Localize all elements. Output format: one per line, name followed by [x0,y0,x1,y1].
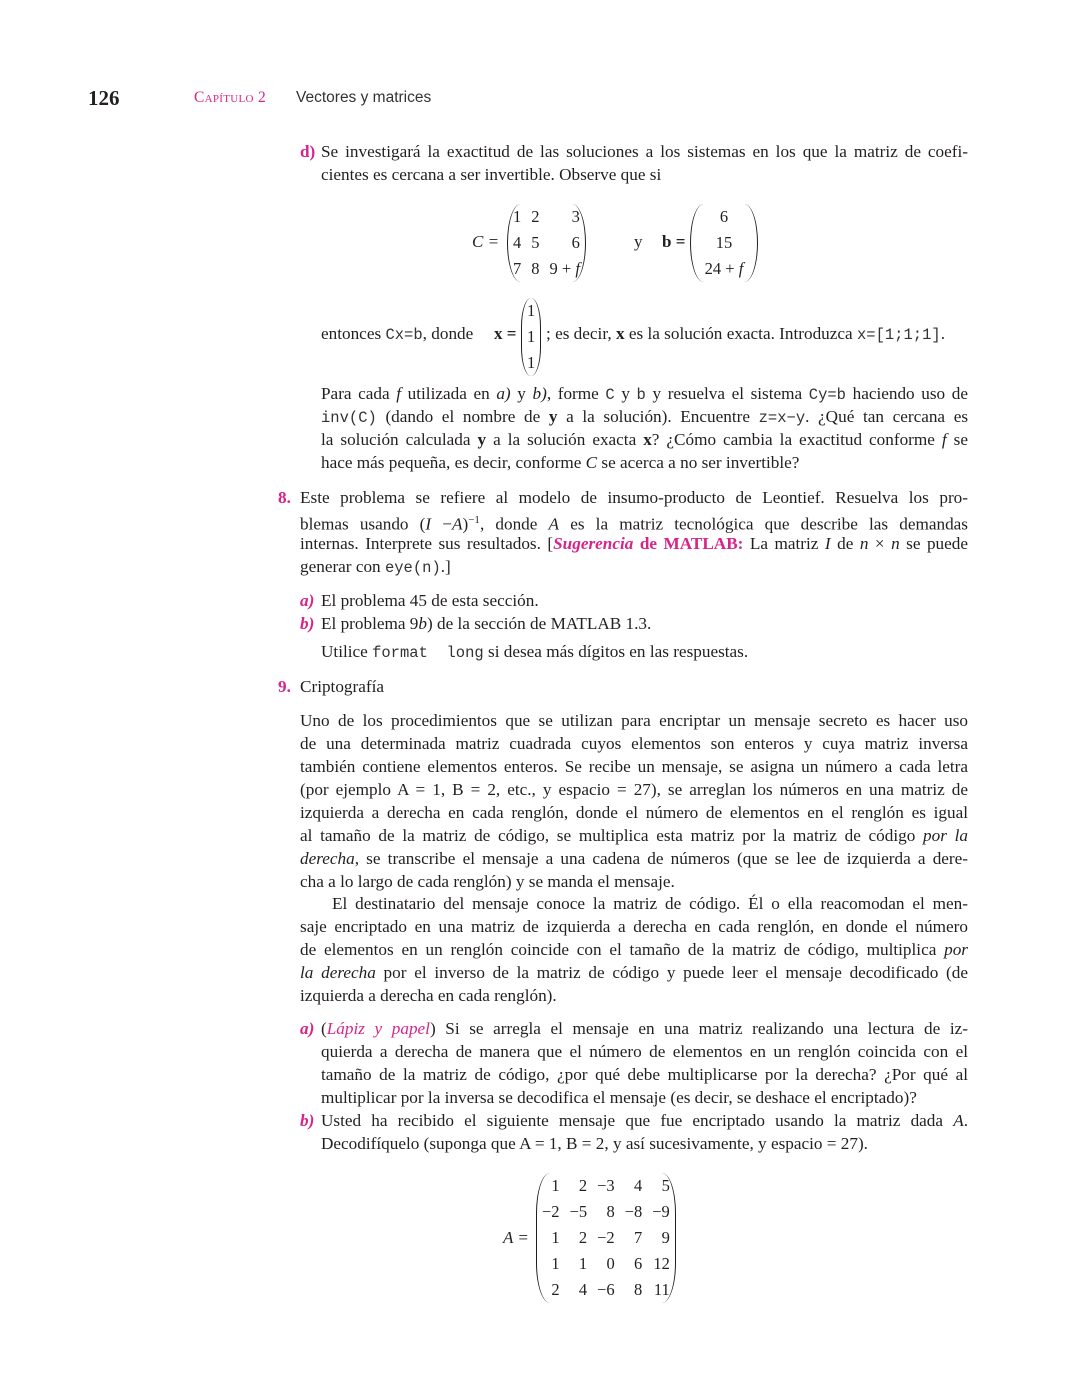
text-segment: . [963,1111,968,1130]
vector-x [521,298,541,376]
text-line [321,1132,968,1155]
text-segment: A [548,514,560,534]
text-line [300,938,968,961]
text-segment: (por ejemplo A = 1, B = 2, etc., y espacio = 27), se arreglan los números en una matriz de [300,780,968,799]
text-segment: por el inverso de la matriz de código y puede leer el mensaje decodificado (de [375,963,969,982]
text-line [321,640,748,663]
text-segment: I [425,514,432,534]
item-label-9a: a) [300,1019,315,1038]
matrix-cell: −9 [652,1202,670,1221]
text-segment: f [396,384,402,403]
text-segment: al tamaño de la matriz de código, se multiplica esta matriz por la matriz de código [300,826,924,845]
problem-9-title: Criptografía [300,677,384,696]
item-label-8a: a) [300,591,315,610]
text-line [300,915,968,938]
text-segment: se acerca a no ser invertible? [597,453,800,472]
matrix-cell: −6 [597,1280,615,1299]
matrix-cell: 5 [531,233,540,252]
matrix-cell: 8 [606,1202,615,1221]
text-segment: de [830,534,860,553]
text-segment: Lápiz y papel [326,1019,430,1038]
matrix-cell: −2 [597,1228,615,1247]
vector-x-label: x = [494,324,517,343]
matrix-row [691,204,757,230]
chapter-label [194,89,266,107]
text-segment: generar con [300,557,385,576]
text-line [300,961,968,984]
text-segment: eye(n) [384,559,441,577]
matrix-row [522,298,540,324]
matrix-row [508,256,585,282]
matrix-cell: 15 [715,233,733,252]
text-segment: saje encriptado en una matriz de izquierda a derecha en cada renglón, en donde el número [300,917,968,936]
text-segment: cha a lo largo de cada renglón) y se manda el mensaje. [300,872,675,891]
problem-8a-text [321,589,539,612]
text-segment: y [477,430,487,449]
text-line [321,451,968,474]
matrix-row [537,1251,675,1277]
problem-number-8: 8. [278,488,291,507]
text-segment: es la matriz tecnológica que describe las demandas [559,514,968,534]
chapter-label-text: Capítulo 2 [194,89,267,106]
chapter-title: Vectores y matrices [296,89,432,106]
text-segment: C [605,386,615,404]
text-segment: f [941,430,947,449]
item-label-d: d) [300,142,316,161]
text-segment: La matriz [743,534,825,553]
item-label-8b: b) [300,614,315,633]
matrix-c-label: C = [472,232,500,251]
text-segment: x [643,430,652,449]
problem-9b-text [321,1109,968,1155]
text-line [300,824,968,847]
matrix-row [691,230,757,256]
problem-number-9: 9. [278,677,291,696]
matrix-cell: 4 [578,1280,588,1299]
text-segment: El problema 45 de esta sección. [321,591,539,610]
matrix-cell: 24 + f [704,259,744,278]
text-segment: hace más pequeña, es decir, conforme [321,453,586,472]
text-line [321,612,651,635]
matrix-cell: 1 [551,1254,560,1273]
text-segment: El destinatario del mensaje conoce la matriz de código. Él o ella reacomodan el men- [332,894,968,913]
text-segment: b) [532,384,547,403]
matrix-row [522,324,540,350]
text-segment: la solución calculada [321,430,478,449]
part-d-intro [321,140,968,186]
matrix-cell: 6 [571,233,580,252]
text-segment: , donde [479,514,549,534]
text-segment: −1 [468,514,480,526]
text-segment: de una determinada matriz cuadrada cuyos elementos son enteros y cuya matriz inversa [300,734,968,753]
text-segment: a) [496,384,511,403]
entonces-before [321,322,473,345]
text-line [321,1109,968,1132]
matrix-cell: −2 [542,1202,560,1221]
text-segment: Usted ha recibido el siguiente mensaje que fue encriptado usando la matriz dada [321,1111,954,1130]
text-segment: blemas usando ( [300,514,426,534]
text-segment: inv(C) [321,409,377,427]
matrix-cell: 8 [531,259,540,278]
matrix-cell: 2 [531,207,540,226]
matrix-cell: 3 [571,207,580,226]
matrix-cell: 6 [634,1254,643,1273]
text-segment: Uno de los procedimientos que se utilizan para encriptar un mensaje secreto es hacer uso [300,711,968,730]
matrix-cell: 1 [527,353,536,372]
matrix-cell: 1 [527,327,536,346]
text-segment: El problema 9 [321,614,419,633]
matrix-cell: 7 [513,259,522,278]
text-line [300,555,968,578]
text-line [300,509,968,532]
matrix-row [537,1199,675,1225]
text-line [321,1063,968,1086]
matrix-cell: 1 [513,207,522,226]
matrix-cell: 4 [513,233,522,252]
text-segment: derecha [300,849,355,868]
matrix-cell: 9 + f [549,259,580,278]
text-segment: , donde [422,324,474,343]
part-d-paragraph [321,382,968,474]
matrix-a [536,1173,676,1303]
text-line [321,163,968,186]
text-segment: − [431,514,452,534]
text-line [300,847,968,870]
matrix-cell: 2 [551,1280,560,1299]
text-line [321,589,539,612]
text-segment: I [824,534,831,553]
text-segment: . ¿Qué tan cercana es [805,407,969,426]
text-segment: entonces [321,324,386,343]
text-segment: Cy=b [808,386,846,404]
text-line [321,428,968,451]
text-segment: quierda a derecha de manera que el número de elementos en un renglón coincida con el [321,1042,968,1061]
matrix-cell: 8 [634,1280,643,1299]
text-segment: de elementos en un renglón coincide con el tamaño de la matriz de código, multiplica [300,940,945,959]
text-line [321,1017,968,1040]
matrix-cell: 2 [578,1228,588,1247]
text-segment: z=x−y [758,409,806,427]
text-line [321,140,968,163]
text-segment: es la solución exacta. Introduzca [624,324,857,343]
text-segment: se [946,430,968,449]
matrix-cell: −5 [569,1202,588,1221]
problem-9a-text [321,1017,968,1109]
matrix-row [522,350,540,376]
text-segment: a la solución). Encuentre [557,407,759,426]
text-line [321,382,968,405]
text-line [300,755,968,778]
text-segment: tamaño de la matriz de código, ¿por qué debe multiplicarse por la derecha? ¿Por qué al [321,1065,968,1084]
text-segment: la derecha [300,963,376,982]
page-number: 126 [88,86,120,110]
problem-9-paragraph-1 [300,709,968,893]
text-line [300,870,968,893]
vector-b-label: b = [662,232,686,251]
text-line [321,1086,968,1109]
problem-9-paragraph-2 [300,892,968,1007]
text-segment: haciendo uso de [846,384,968,403]
text-segment: , se transcribe el mensaje a una cadena de números (que se lee de izquierda a dere- [354,849,968,868]
text-segment: n [859,534,869,553]
text-segment: x=[1;1;1] [856,326,941,344]
text-segment: n [891,534,900,553]
text-segment: ) Si se arregla el mensaje en una matriz realizando una lectura de iz- [429,1019,968,1038]
text-segment: A [451,514,463,534]
matrix-row [691,256,757,282]
text-line [300,486,968,509]
matrix-row [537,1225,675,1251]
problem-8b-text [321,612,651,635]
text-segment: . [940,324,945,343]
text-segment: × [868,534,892,553]
matrix-cell: 1 [551,1228,560,1247]
text-segment: utilizada en [401,384,497,403]
text-segment: x [615,324,625,343]
text-line [321,405,968,428]
text-segment: ) de la sección de MATLAB 1.3. [426,614,652,633]
matrix-cell: 6 [719,207,729,226]
text-segment: cientes es cercana a ser invertible. Observe que si [321,165,662,184]
text-segment: Sugerencia [553,534,634,553]
matrix-cell: 11 [653,1280,670,1299]
matrix-a-label: A = [503,1228,529,1247]
text-segment: ; es decir, [546,324,616,343]
text-segment: ) [462,514,469,534]
text-segment: , forme [546,384,606,403]
text-line [300,801,968,824]
text-segment: format long [372,644,484,662]
text-segment: Decodifíquelo (suponga que A = 1, B = 2, y así sucesivamente, y espacio = 27). [321,1134,868,1153]
matrix-cell: 9 [661,1228,670,1247]
matrix-cell: 1 [527,301,536,320]
text-segment: (dando el nombre de [376,407,549,426]
text-line [546,322,945,345]
matrix-cell: 12 [653,1254,670,1273]
text-segment: por la [923,826,968,845]
text-segment: si desea más dígitos en las respuestas. [483,642,749,661]
matrix-row [508,230,585,256]
problem-8-text [300,486,968,578]
text-segment: internas. Interprete sus resultados. [ [300,534,554,553]
matrix-cell: 1 [551,1176,560,1195]
item-label-9b: b) [300,1111,315,1130]
text-segment: Este problema se refiere al modelo de insumo-producto de Leontief. Resuelva los pro- [300,488,968,507]
text-segment: Para cada [321,384,397,403]
text-segment: b [636,386,646,404]
text-segment: Cx=b [385,326,423,344]
text-line [300,532,968,555]
text-segment: por [944,940,968,959]
matrix-cell: −3 [597,1176,615,1195]
text-segment: y [510,384,533,403]
text-segment: también contiene elementos enteros. Se recibe un mensaje, se asigna un número a cada letra [300,757,968,776]
matrix-cell: 5 [661,1176,670,1195]
text-line [300,778,968,801]
matrix-c [507,204,586,282]
text-line [321,1040,968,1063]
text-line [321,322,473,345]
text-line [300,732,968,755]
conjunction-y: y [634,232,643,251]
text-segment: a la solución exacta [486,430,644,449]
matrix-cell: 1 [578,1254,588,1273]
text-segment: de MATLAB: [633,534,744,553]
text-line [300,984,968,1007]
text-segment: b [418,614,427,633]
text-segment: Utilice [321,642,373,661]
matrix-cell: 2 [578,1176,588,1195]
matrix-cell: −8 [624,1202,643,1221]
text-segment: A [953,1111,964,1130]
text-segment: ( [321,1019,327,1038]
matrix-row [508,204,585,230]
text-line [300,709,968,732]
matrix-cell: 4 [634,1176,643,1195]
text-segment: ? ¿Cómo cambia la exactitud conforme [651,430,942,449]
entonces-after [546,322,945,345]
text-segment: multiplicar por la inversa se decodifica el mensaje (es decir, se deshace el encriptado)? [321,1088,917,1107]
text-segment: .] [440,557,451,576]
text-segment: izquierda a derecha en cada renglón, donde el número de elementos en el renglón es igual [300,803,968,822]
text-segment: izquierda a derecha en cada renglón). [300,986,557,1005]
matrix-cell: 7 [634,1228,643,1247]
text-line [300,892,968,915]
problem-8-note [321,640,748,663]
text-segment: y resuelva el sistema [645,384,809,403]
text-segment: y [614,384,637,403]
vector-b [690,204,758,282]
text-segment: y [548,407,558,426]
matrix-row [537,1277,675,1303]
text-segment: Se investigará la exactitud de las soluciones a los sistemas en los que la matriz de coefi- [321,142,968,161]
matrix-cell: 0 [606,1254,615,1273]
text-segment: se puede [899,534,968,553]
matrix-row [537,1173,675,1199]
text-segment: C [585,453,598,472]
